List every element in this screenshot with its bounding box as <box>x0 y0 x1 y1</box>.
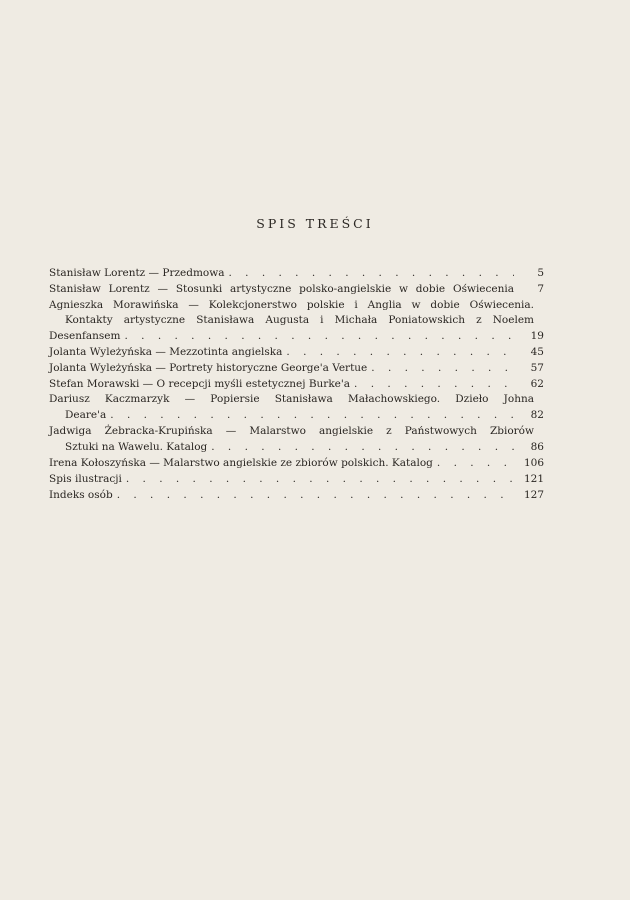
toc-page-number: 5 <box>537 267 544 279</box>
toc-entry-continuation <box>49 440 544 456</box>
toc-entry-text: Deare'a <box>65 409 107 422</box>
toc-page-number: 121 <box>523 473 544 485</box>
toc-entry-text: Sztuki na Wawelu. Katalog <box>65 440 208 453</box>
toc-entry <box>49 392 544 408</box>
toc-entry <box>49 424 544 440</box>
toc-entry-text: Desenfansem <box>49 330 121 343</box>
toc-entry <box>49 266 544 282</box>
toc-entry-text: Dariusz Kaczmarzyk — Popiersie Stanisława Małachowskiego. Dzieło Johna <box>49 393 534 406</box>
toc-page-number: 57 <box>530 361 544 374</box>
toc-page-number: 86 <box>530 440 544 453</box>
toc-entry <box>49 361 544 377</box>
toc-page-number: 127 <box>523 488 544 501</box>
dot-leader <box>122 472 514 488</box>
dot-leader <box>106 408 514 424</box>
toc-page-number: 45 <box>530 345 544 358</box>
back-matter-list <box>49 472 544 504</box>
dot-leader <box>282 345 514 361</box>
dot-leader <box>367 361 514 377</box>
toc-entry-text: Jolanta Wyleżyńska — Mezzotinta angielska <box>49 345 283 358</box>
toc-entry-text: Irena Kołoszyńska — Malarstwo angielskie ze zbiorów polskich. Katalog <box>49 456 433 469</box>
toc-entry <box>49 377 544 393</box>
toc-entry-text: Spis ilustracji <box>49 473 122 485</box>
toc-entry-continuation <box>49 313 544 329</box>
toc-entry-text: Stanisław Lorentz — Przedmowa <box>49 267 225 279</box>
toc-entry <box>49 345 544 361</box>
toc-entry-text: Stefan Morawski — O recepcji myśli estetycznej Burke'a <box>49 377 351 390</box>
toc-entry <box>49 456 544 472</box>
toc-page-number: 106 <box>523 456 544 469</box>
dot-leader <box>224 266 514 282</box>
dot-leader <box>207 440 514 456</box>
dot-leader <box>120 329 514 345</box>
toc-entry-text: Jolanta Wyleżyńska — Portrety historyczne George'a Vertue <box>49 361 368 374</box>
dot-leader <box>433 456 514 472</box>
toc-entry <box>49 472 544 488</box>
toc-page-number: 82 <box>530 409 544 422</box>
toc-page-number: 7 <box>537 282 544 295</box>
dot-leader <box>113 488 514 504</box>
toc-entry-continuation <box>49 329 544 345</box>
page-title: SPIS TREŚCI <box>256 216 374 231</box>
toc-entry-text: Agnieszka Morawińska — Kolekcjonerstwo polskie i Anglia w dobie Oświecenia. <box>49 298 534 311</box>
toc-page-number: 19 <box>530 330 544 343</box>
table-of-contents <box>49 266 544 471</box>
toc-entry-continuation <box>49 408 544 424</box>
toc-entry <box>49 488 544 504</box>
toc-entry-text: Kontakty artystyczne Stanisława Augusta i Michała Poniatowskich z Noelem <box>65 314 534 327</box>
dot-leader <box>350 377 514 393</box>
toc-entry-text: Indeks osób <box>49 488 113 501</box>
toc-page-number: 62 <box>530 377 544 390</box>
toc-entry-text: Stanisław Lorentz — Stosunki artystyczne polsko-angielskie w dobie Oświecenia <box>49 282 514 295</box>
toc-entry-text: Jadwiga Żebracka-Krupińska — Malarstwo angielskie z Państwowych Zbiorów <box>49 424 534 437</box>
toc-entry <box>49 282 544 298</box>
toc-entry <box>49 298 544 314</box>
